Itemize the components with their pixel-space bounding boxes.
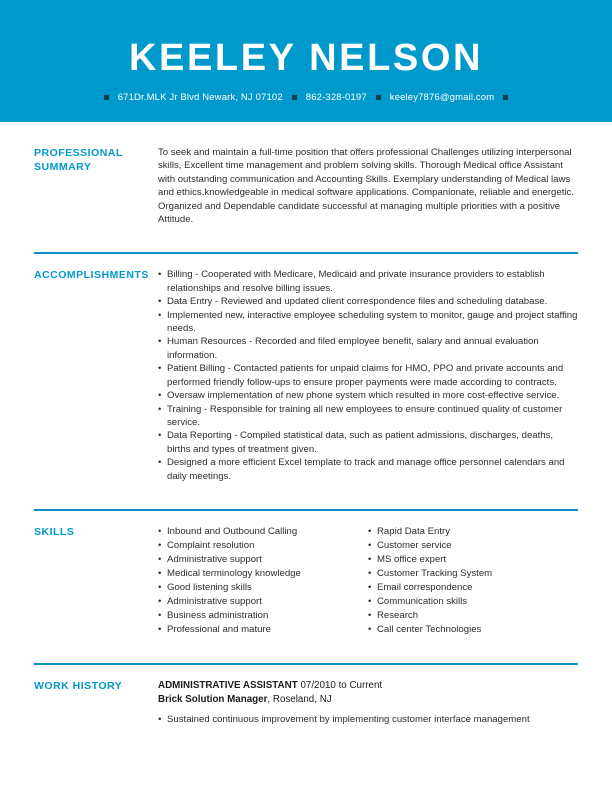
skills-list-right [368,525,578,636]
skill-item: • Good listening skills [158,581,368,594]
accomplishments-list [158,268,578,483]
section-skills [34,509,578,637]
skill-item: • Complaint resolution [158,539,368,552]
contact-phone: 862-328-0197 [305,92,367,103]
section-label-skills: SKILLS [34,525,75,538]
skills-column-left [158,525,368,637]
section-content-professional-summary [158,146,578,226]
contact-email[interactable]: keeley7876@gmail.com [389,92,495,103]
skill-item: • MS office expert [368,553,578,566]
contact-address: 671Dr.MLK Jr Blvd Newark, NJ 07102 [117,92,283,103]
skill-item: • Administrative support [158,595,368,608]
resume-header [0,0,612,122]
skill-item: • Professional and mature [158,623,368,636]
accomplishment-item: • Training - Responsible for training all new employees to ensure continued quality of customer service. [158,403,578,430]
square-bullet-icon [503,95,508,100]
accomplishment-item: • Human Resources - Recorded and filed employee benefit, salary and annual evaluation information. [158,335,578,362]
section-label-line-1: PROFESSIONAL [34,147,123,159]
summary-paragraph: To seek and maintain a full-time position that offers professional Challenges utilizing interpersonal skills, Excellent time management and problem solving skills. Thorough Medical office Assistant with outstanding communication and Accounting Skills. Exemplary understanding of Medical laws and ethics.knowledgeable in medical software applications. Companionate, reliable and energetic. Organized and Dependable candidate successful at managing multiple priorities with a positive Attitude. [158,147,574,226]
section-work-history [34,663,578,727]
section-label-work-history: WORK HISTORY [34,679,123,692]
skills-column-right [368,525,578,637]
skill-item: • Customer service [368,539,578,552]
skill-item: • Administrative support [158,553,368,566]
job-title: ADMINISTRATIVE ASSISTANT [158,679,298,691]
accomplishment-item: • Designed a more efficient Excel template to track and manage office personnel calendars and daily meetings. [158,456,578,483]
accomplishment-item: • Implemented new, interactive employee scheduling system to monitor, gauge and project staffing needs. [158,309,578,336]
accomplishment-item: • Oversaw implementation of new phone system which resulted in more cost-effective service. [158,389,578,402]
skills-list-left [158,525,368,636]
accomplishment-item: • Data Entry - Reviewed and updated client correspondence files and scheduling database. [158,295,578,308]
candidate-name: KEELEY NELSON [128,37,484,79]
contact-info-line [0,92,612,103]
resume-body [0,122,612,727]
section-content-skills [158,525,578,637]
job-dates: 07/2010 to Current [300,679,383,691]
skills-columns [158,525,578,637]
skill-item: • Inbound and Outbound Calling [158,525,368,538]
skill-item: • Call center Technologies [368,623,578,636]
job-bullet-item: • Sustained continuous improvement by implementing customer interface management [158,713,578,726]
section-content-accomplishments [158,268,578,483]
accomplishment-item: • Patient Billing - Contacted patients for unpaid claims for HMO, PPO and private accounts and performed friendly follow-ups to ensure proper payments were made according to contracts. [158,362,578,389]
job-title-line [158,679,578,693]
section-label-accomplishments: ACCOMPLISHMENTS [34,269,149,282]
skill-item: • Customer Tracking System [368,567,578,580]
job-company-line [158,693,578,707]
job-bullets-list [158,713,578,726]
square-bullet-icon [104,95,109,100]
accomplishment-item: • Data Reporting - Compiled statistical data, such as patient admissions, discharges, deaths, births and types of treatment given. [158,429,578,456]
square-bullet-icon [292,95,297,100]
section-professional-summary [34,122,578,226]
section-label-professional-summary [34,146,158,174]
skill-item: • Email correspondence [368,581,578,594]
skill-item: • Research [368,609,578,622]
section-content-work-history [158,679,578,727]
skill-item: • Communication skills [368,595,578,608]
job-location: , Roseland, NJ [267,693,332,705]
skill-item: • Business administration [158,609,368,622]
section-accomplishments [34,252,578,483]
square-bullet-icon [376,95,381,100]
skill-item: • Rapid Data Entry [368,525,578,538]
section-label-line-2: SUMMARY [34,160,92,173]
accomplishment-item: • Billing - Cooperated with Medicare, Medicaid and private insurance providers to establish relationships and resolve billing issues. [158,268,578,295]
skill-item: • Medical terminology knowledge [158,567,368,580]
job-company: Brick Solution Manager [158,693,268,705]
